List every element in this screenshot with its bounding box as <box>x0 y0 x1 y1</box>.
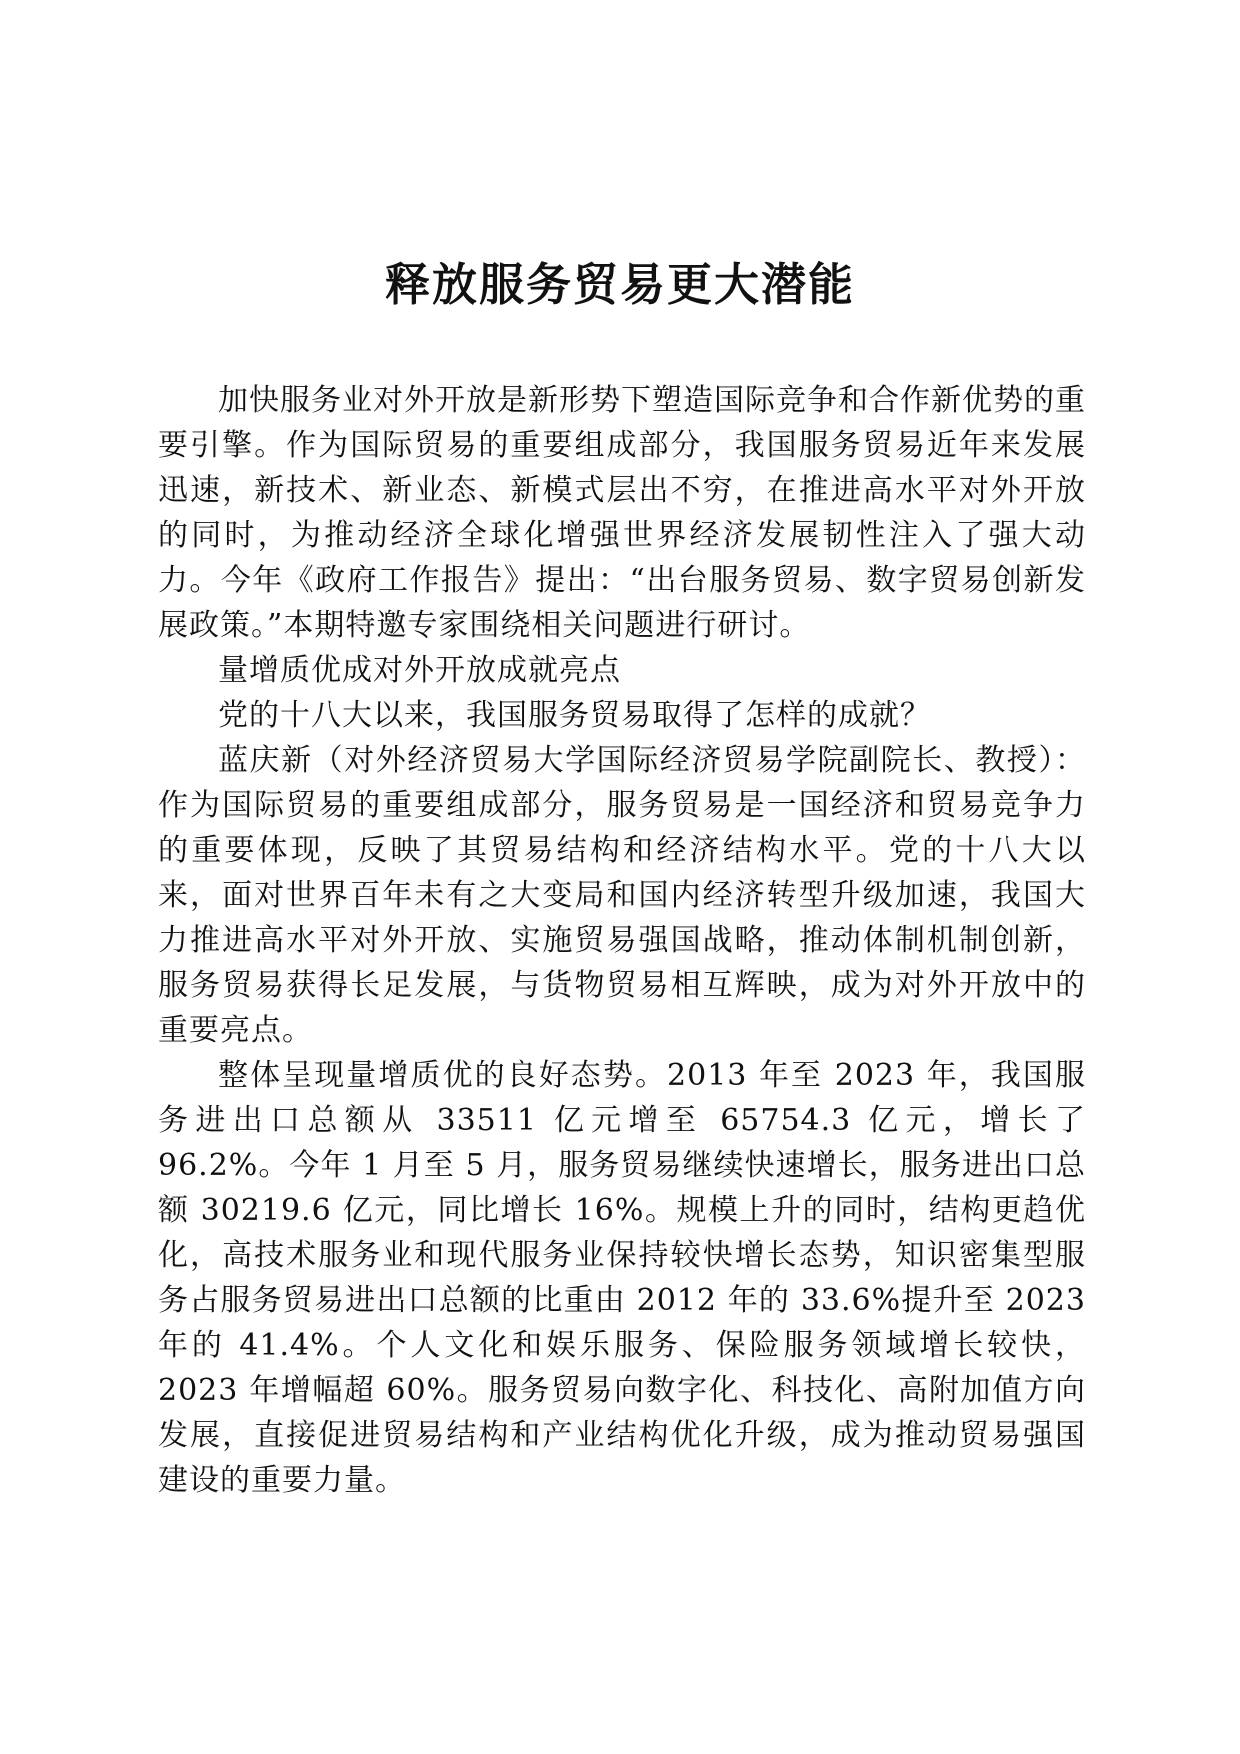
document-title: 释放服务贸易更大潜能 <box>384 258 855 311</box>
section-heading: 量增质优成对外开放成就亮点 <box>218 653 621 688</box>
intro-paragraph: 加快服务业对外开放是新形势下塑造国际竞争和合作新优势的重要引擎。作为国际贸易的重要组成部分，我国服务贸易近年来发展迅速，新技术、新业态、新模式层出不穷，在推进高水平对外开放的同时，为推动经济全球化增强世界经济发展韧性注入了强大动力。今年《政府工作报告》提出：“出台服务贸易、数字贸易创新发展政策。”本期特邀专家围绕相关问题进行研讨。 <box>158 383 1086 643</box>
statistics-paragraph: 整体呈现量增质优的良好态势。2013 年至 2023 年，我国服务进出口总额从 33511 亿元增至 65754.3 亿元，增长了 96.2%。今年 1 月至 5 月，服务贸易继续快速增长，服务进出口总额 30219.6 亿元，同比增长 16%。规模上升的同时，结构更趋优化，高技术服务业和现代服务业保持较快增长态势，知识密集型服务占服务贸易进出口总额的比重由 2012 年的 33.6%提升至 2023 年的 41.4%。个人文化和娱乐服务、保险服务领域增长较快，2023 年增幅超 60%。服务贸易向数字化、科技化、高附加值方向发展，直接促进贸易结构和产业结构优化升级，成为推动贸易强国建设的重要力量。 <box>158 1058 1086 1498</box>
document-body <box>158 378 1086 1503</box>
expert-answer-paragraph: 蓝庆新（对外经济贸易大学国际经济贸易学院副院长、教授）：作为国际贸易的重要组成部分，服务贸易是一国经济和贸易竞争力的重要体现，反映了其贸易结构和经济结构水平。党的十八大以来，面对世界百年未有之大变局和国内经济转型升级加速，我国大力推进高水平对外开放、实施贸易强国战略，推动体制机制创新，服务贸易获得长足发展，与货物贸易相互辉映，成为对外开放中的重要亮点。 <box>158 743 1086 1048</box>
question-paragraph: 党的十八大以来，我国服务贸易取得了怎样的成就？ <box>218 698 931 733</box>
